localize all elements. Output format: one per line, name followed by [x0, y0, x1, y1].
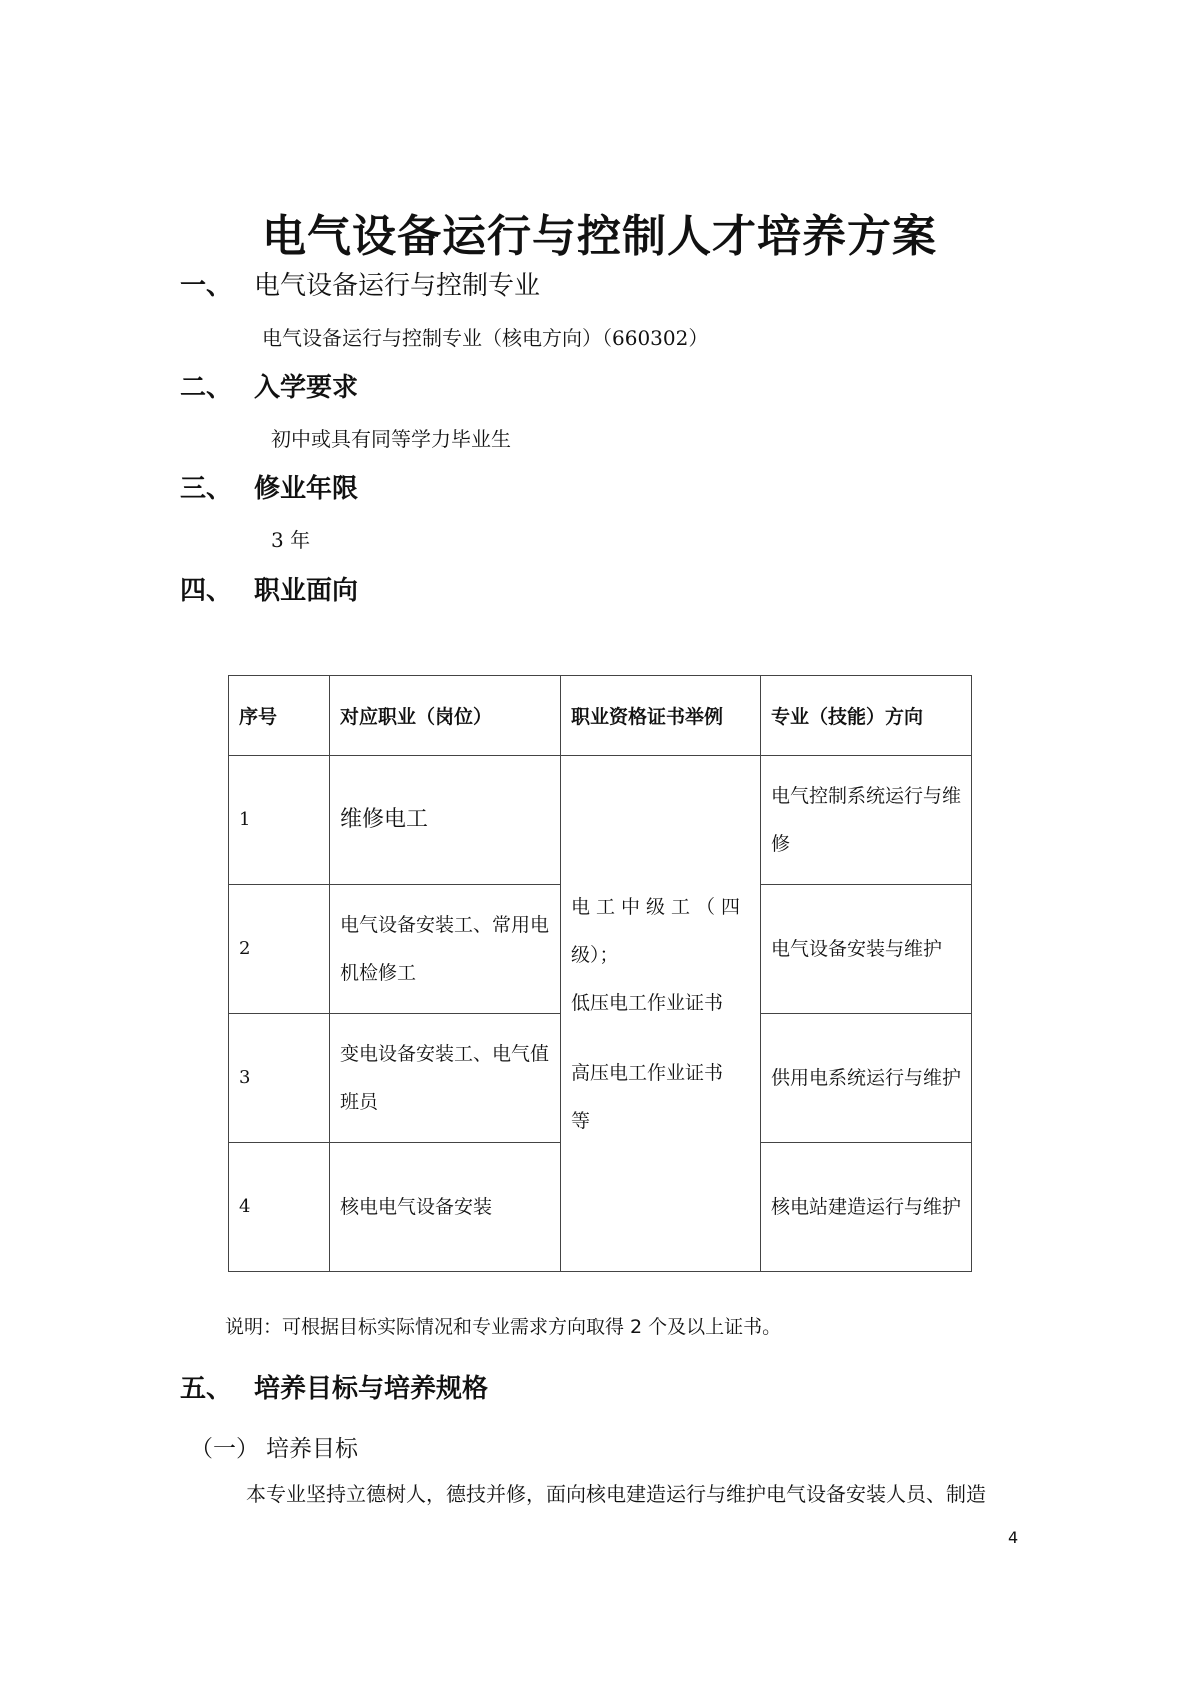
- table-row: [229, 756, 972, 885]
- header-certificate: 职业资格证书举例: [561, 676, 761, 756]
- row-index: 4: [229, 1143, 330, 1272]
- table-header-row: [229, 676, 972, 756]
- paragraph-text: 本专业坚持立德树人，德技并修，面向核电建造运行与维护电气设备安装人员、制造: [246, 1482, 986, 1506]
- section-title: 入学要求: [254, 373, 359, 403]
- section-2-body: 初中或具有同等学力毕业生: [271, 427, 511, 451]
- page-number: 4: [1008, 1528, 1019, 1547]
- row-direction: 电气控制系统运行与维修: [761, 756, 972, 885]
- career-table: [228, 675, 972, 1272]
- section-4-heading: [180, 570, 358, 607]
- section-5-heading: [180, 1368, 488, 1405]
- certificate-line: 等: [571, 1109, 591, 1132]
- section-number: 一、: [180, 271, 233, 301]
- row-direction: 核电站建造运行与维护: [761, 1143, 972, 1272]
- header-job: 对应职业（岗位）: [330, 676, 561, 756]
- subsection-heading: [190, 1430, 358, 1463]
- section-title: 培养目标与培养规格: [254, 1374, 489, 1404]
- header-direction: 专业（技能）方向: [761, 676, 972, 756]
- certificate-line: 电工中级工（四: [571, 895, 747, 918]
- subsection-number: （一）: [190, 1436, 259, 1462]
- section-title: 电气设备运行与控制专业: [254, 271, 541, 301]
- subsection-title: 培养目标: [266, 1436, 358, 1462]
- certificate-line: 低压电工作业证书: [571, 991, 724, 1014]
- section-number: 四、: [180, 576, 233, 606]
- section-3-heading: [180, 468, 358, 505]
- section-3-body: 3 年: [271, 528, 311, 552]
- row-direction: 电气设备安装与维护: [761, 885, 972, 1014]
- row-index: 2: [229, 885, 330, 1014]
- row-index: 3: [229, 1014, 330, 1143]
- table-note: 说明：可根据目标实际情况和专业需求方向取得 2 个及以上证书。: [225, 1316, 782, 1338]
- row-job: 变电设备安装工、电气值班员: [330, 1014, 561, 1143]
- certificate-line: 级）；: [571, 943, 619, 966]
- row-job: 电气设备安装工、常用电机检修工: [330, 885, 561, 1014]
- row-job: 核电电气设备安装: [330, 1143, 561, 1272]
- header-index: 序号: [229, 676, 330, 756]
- document-title: 电气设备运行与控制人才培养方案: [262, 211, 937, 262]
- section-number: 二、: [180, 373, 233, 403]
- certificate-cell: [561, 756, 761, 1272]
- section-number: 三、: [180, 474, 233, 504]
- row-index: 1: [229, 756, 330, 885]
- row-job: 维修电工: [330, 756, 561, 885]
- section-title: 修业年限: [254, 474, 359, 504]
- section-1-body: 电气设备运行与控制专业（核电方向）（660302）: [262, 326, 709, 350]
- section-2-heading: [180, 367, 358, 404]
- section-number: 五、: [180, 1374, 233, 1404]
- section-title: 职业面向: [254, 576, 359, 606]
- row-direction: 供用电系统运行与维护: [761, 1014, 972, 1143]
- certificate-line: 高压电工作业证书: [571, 1061, 724, 1084]
- section-1-heading: [180, 265, 540, 302]
